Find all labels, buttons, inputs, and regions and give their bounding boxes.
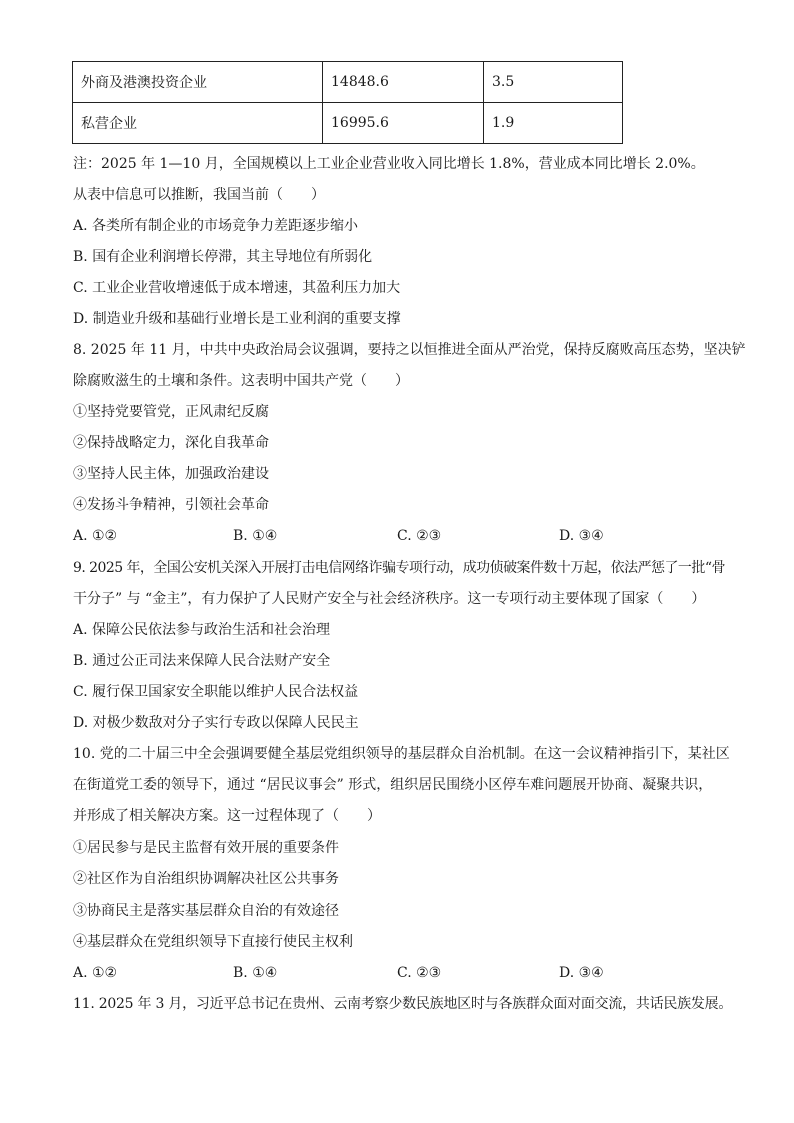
q10-choice-a: A. ①② bbox=[73, 965, 118, 981]
q8-choice-a: A. ①② bbox=[73, 528, 118, 544]
q9-option-c: C. 履行保卫国家安全职能以维护人民合法权益 bbox=[73, 684, 359, 700]
q10-item-2: ②社区作为自治组织协调解决社区公共事务 bbox=[73, 871, 339, 887]
table-cell-growth: 3.5 bbox=[484, 62, 623, 103]
table-cell-revenue: 14848.6 bbox=[323, 62, 484, 103]
q8-item-2: ②保持战略定力，深化自我革命 bbox=[73, 435, 269, 451]
q7-option-b: B. 国有企业利润增长停滞，其主导地位有所弱化 bbox=[73, 249, 373, 265]
table-cell-growth: 1.9 bbox=[484, 103, 623, 144]
q9-stem-line2: 干分子” 与 “金主”，有力保护了人民财产安全与社会经济秩序。这一专项行动主要体现了国家（ ） bbox=[73, 591, 706, 607]
q9-option-a: A. 保障公民依法参与政治生活和社会治理 bbox=[73, 622, 331, 638]
q8-choice-d: D. ③④ bbox=[559, 528, 604, 544]
q10-choice-c: C. ②③ bbox=[397, 965, 442, 981]
q7-option-a: A. 各类所有制企业的市场竞争力差距逐步缩小 bbox=[73, 218, 359, 234]
q8-item-3: ③坚持人民主体，加强政治建设 bbox=[73, 466, 269, 482]
data-table bbox=[72, 61, 623, 144]
q10-stem-line3: 并形成了相关解决方案。这一过程体现了（ ） bbox=[73, 808, 381, 824]
q7-option-d: D. 制造业升级和基础行业增长是工业利润的重要支撑 bbox=[73, 311, 401, 327]
q10-item-4: ④基层群众在党组织领导下直接行使民主权利 bbox=[73, 934, 353, 950]
q9-option-d: D. 对极少数敌对分子实行专政以保障人民民主 bbox=[73, 715, 359, 731]
table-cell-name: 外商及港澳投资企业 bbox=[73, 62, 323, 103]
q10-choice-b: B. ①④ bbox=[233, 965, 278, 981]
table-note: 注：2025 年 1—10 月，全国规模以上工业企业营业收入同比增长 1.8%，营业成本同比增长 2.0%。 bbox=[73, 156, 705, 172]
q8-stem-line2: 除腐败滋生的土壤和条件。这表明中国共产党（ ） bbox=[73, 373, 409, 389]
q10-stem-line2: 在街道党工委的领导下，通过 “居民议事会” 形式，组织居民围绕小区停车难问题展开协商、凝聚共识， bbox=[73, 777, 713, 793]
q8-stem-line1: 8. 2025 年 11 月，中共中央政治局会议强调，要持之以恒推进全面从严治党，保持反腐败高压态势，坚决铲 bbox=[73, 342, 746, 358]
table-cell-name: 私营企业 bbox=[73, 103, 323, 144]
q8-choice-c: C. ②③ bbox=[397, 528, 442, 544]
table-cell-revenue: 16995.6 bbox=[323, 103, 484, 144]
q8-choice-b: B. ①④ bbox=[233, 528, 278, 544]
q9-stem-line1: 9. 2025 年，全国公安机关深入开展打击电信网络诈骗专项行动，成功侦破案件数十万起，依法严惩了一批“骨 bbox=[73, 560, 725, 576]
q7-stem: 从表中信息可以推断，我国当前（ ） bbox=[73, 187, 325, 203]
q8-item-1: ①坚持党要管党，正风肃纪反腐 bbox=[73, 404, 269, 420]
q10-item-1: ①居民参与是民主监督有效开展的重要条件 bbox=[73, 840, 339, 856]
q9-option-b: B. 通过公正司法来保障人民合法财产安全 bbox=[73, 653, 331, 669]
table-row bbox=[73, 62, 623, 103]
q11-stem-line1: 11. 2025 年 3 月，习近平总书记在贵州、云南考察少数民族地区时与各族群众面对面交流，共话民族发展。 bbox=[73, 996, 733, 1012]
table-row bbox=[73, 103, 623, 144]
q10-stem-line1: 10. 党的二十届三中全会强调要健全基层党组织领导的基层群众自治机制。在这一会议精神指引下，某社区 bbox=[73, 746, 730, 762]
q7-option-c: C. 工业企业营收增速低于成本增速，其盈利压力加大 bbox=[73, 280, 401, 296]
q8-item-4: ④发扬斗争精神，引领社会革命 bbox=[73, 497, 269, 513]
q10-item-3: ③协商民主是落实基层群众自治的有效途径 bbox=[73, 903, 339, 919]
q10-choice-d: D. ③④ bbox=[559, 965, 604, 981]
